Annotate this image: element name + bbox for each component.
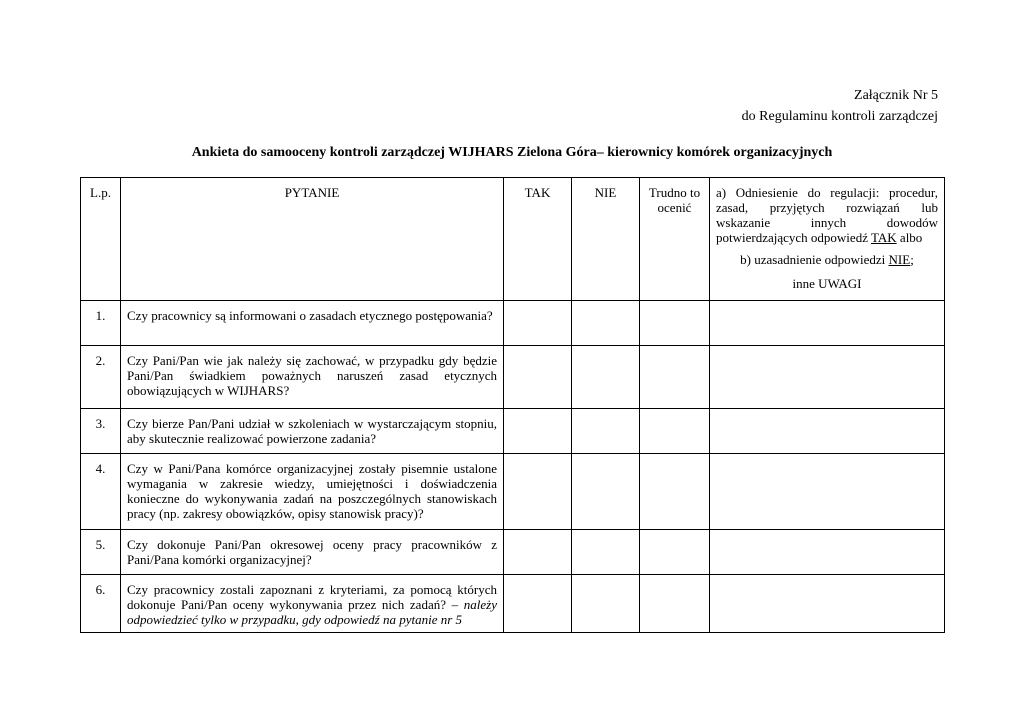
notes-cell[interactable] xyxy=(710,346,945,409)
notes-cell[interactable] xyxy=(710,575,945,633)
notes-other-remarks: inne UWAGI xyxy=(792,276,862,291)
answer-yes-cell[interactable] xyxy=(504,301,572,346)
question-text: Czy Pani/Pan wie jak należy się zachować, w przypadku gdy będzie Pani/Pan świadkiem poważnych naruszeń zasad etycznych obowiązujących w WIJHARS? xyxy=(121,346,504,409)
notes-cell[interactable] xyxy=(710,454,945,530)
answer-no-cell[interactable] xyxy=(572,409,640,454)
answer-no-cell[interactable] xyxy=(572,346,640,409)
notes-option-a: a) Odniesienie do regulacji: procedur, zasad, przyjętych rozwiązań lub wskazanie innych dowodów potwierdzających odpowiedź TAK albo xyxy=(716,185,938,245)
header-hard-to-assess: Trudno to ocenić xyxy=(640,178,710,301)
row-number: 6. xyxy=(81,575,121,633)
notes-option-b: b) uzasadnienie odpowiedzi NIE; xyxy=(740,252,914,267)
header-no: NIE xyxy=(572,178,640,301)
header-question: PYTANIE xyxy=(121,178,504,301)
answer-no-cell[interactable] xyxy=(572,575,640,633)
answer-hard-cell[interactable] xyxy=(640,530,710,575)
attachment-reference: do Regulaminu kontroli zarządczej xyxy=(741,109,938,124)
row-number: 2. xyxy=(81,346,121,409)
table-row xyxy=(81,454,945,530)
attachment-number: Załącznik Nr 5 xyxy=(854,88,938,103)
row-number: 4. xyxy=(81,454,121,530)
document-title: Ankieta do samooceny kontroli zarządczej WIJHARS Zielona Góra– kierownicy komórek organizacyjnych xyxy=(191,145,833,160)
answer-yes-cell[interactable] xyxy=(504,454,572,530)
answer-hard-cell[interactable] xyxy=(640,454,710,530)
notes-cell[interactable] xyxy=(710,530,945,575)
table-row xyxy=(81,346,945,409)
question-text: Czy pracownicy są informowani o zasadach etycznego postępowania? xyxy=(121,301,504,346)
answer-no-cell[interactable] xyxy=(572,454,640,530)
answer-hard-cell[interactable] xyxy=(640,301,710,346)
answer-hard-cell[interactable] xyxy=(640,575,710,633)
header-notes xyxy=(710,178,945,301)
question-text: Czy bierze Pan/Pani udział w szkoleniach w wystarczającym stopniu, aby skutecznie realizować powierzone zadania? xyxy=(121,409,504,454)
question-text: Czy dokonuje Pani/Pan okresowej oceny pracy pracowników z Pani/Pana komórki organizacyjnej? xyxy=(121,530,504,575)
table-row xyxy=(81,530,945,575)
header-yes: TAK xyxy=(504,178,572,301)
answer-no-cell[interactable] xyxy=(572,530,640,575)
header-lp: L.p. xyxy=(81,178,121,301)
survey-table xyxy=(80,177,945,633)
row-number: 5. xyxy=(81,530,121,575)
answer-yes-cell[interactable] xyxy=(504,530,572,575)
answer-hard-cell[interactable] xyxy=(640,346,710,409)
answer-yes-cell[interactable] xyxy=(504,346,572,409)
row-number: 3. xyxy=(81,409,121,454)
notes-cell[interactable] xyxy=(710,409,945,454)
table-row xyxy=(81,409,945,454)
header-row xyxy=(81,178,945,301)
table-row xyxy=(81,575,945,633)
answer-yes-cell[interactable] xyxy=(504,409,572,454)
question-text: Czy pracownicy zostali zapoznani z kryteriami, za pomocą których dokonuje Pani/Pan oceny wykonywania przez nich zadań? – należy odpowiedzieć tylko w przypadku, gdy odpowiedź na pytanie nr 5 xyxy=(121,575,504,633)
row-number: 1. xyxy=(81,301,121,346)
answer-yes-cell[interactable] xyxy=(504,575,572,633)
notes-cell[interactable] xyxy=(710,301,945,346)
question-text: Czy w Pani/Pana komórce organizacyjnej zostały pisemnie ustalone wymagania w zakresie wiedzy, umiejętności i doświadczenia konieczne do wykonywania zadań na poszczególnych stanowiskach pracy (np. zakresy obowiązków, opisy stanowisk pracy)? xyxy=(121,454,504,530)
table-row xyxy=(81,301,945,346)
answer-no-cell[interactable] xyxy=(572,301,640,346)
answer-hard-cell[interactable] xyxy=(640,409,710,454)
